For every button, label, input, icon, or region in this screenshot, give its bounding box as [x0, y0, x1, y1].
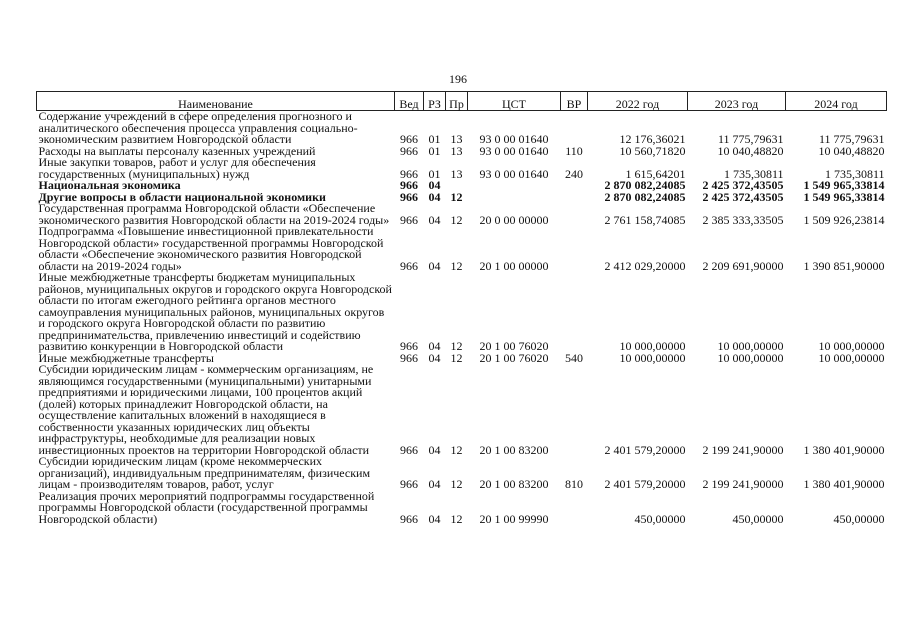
cell-ved: 966 [400, 212, 418, 227]
cell-rz: 04 [428, 442, 441, 457]
cell-ved: 966 [400, 189, 418, 204]
cell-name: Иные межбюджетные трансферты [38, 350, 214, 365]
cell-cst: 20 1 00 76020 [479, 339, 549, 353]
page-number: 196 [449, 72, 467, 86]
header-2023: 2023 год [688, 92, 786, 111]
cell-2024: 1 549 965,33814 [803, 189, 885, 204]
table-row [37, 491, 887, 526]
cell-pr: 12 [450, 339, 463, 353]
cell-2023: 2 199 241,90000 [702, 442, 784, 457]
cell-cst [468, 192, 561, 204]
cell-2024: 1 380 401,90000 [803, 477, 885, 491]
cell-rz: 04 [428, 189, 441, 204]
cell-vr: 240 [565, 166, 583, 181]
header-cst: ЦСТ [468, 92, 561, 111]
cell-cst: 20 1 00 00000 [479, 258, 549, 273]
cell-pr: 12 [450, 212, 463, 227]
cell-2022: 2 401 579,20000 [604, 442, 686, 457]
cell-rz: 04 [428, 178, 441, 192]
cell-cst: 20 1 00 76020 [479, 350, 549, 365]
cell-2023: 2 209 691,90000 [702, 258, 784, 273]
cell-name: Национальная экономика [38, 178, 181, 192]
cell-2023: 2 385 333,33505 [702, 212, 784, 227]
cell-2024: 1 509 926,23814 [803, 212, 885, 227]
cell-name: Государственная программа Новгородской области «Обеспечение экономического развития Новгородской области на 2019-2024 годы» [38, 201, 390, 227]
header-name: Наименование [37, 92, 395, 111]
cell-vr: 110 [565, 143, 583, 158]
cell-2022: 2 412 029,20000 [604, 258, 686, 273]
cell-vr [561, 491, 588, 526]
header-2024: 2024 год [786, 92, 887, 111]
cell-2024: 10 000,00000 [818, 339, 885, 353]
table-row [37, 364, 887, 456]
cell-vr [561, 192, 588, 204]
cell-vr: 540 [565, 350, 583, 365]
cell-rz: 04 [428, 350, 441, 365]
cell-2024: 1 549 965,33814 [803, 178, 885, 192]
cell-pr: 12 [450, 477, 463, 491]
cell-pr: 12 [450, 511, 463, 526]
cell-vr [561, 226, 588, 272]
cell-vr [561, 203, 588, 226]
cell-pr: 13 [450, 143, 463, 158]
cell-rz: 04 [428, 339, 441, 353]
cell-name: Другие вопросы в области национальной экономики [38, 189, 326, 204]
cell-2024: 450,00000 [833, 511, 885, 526]
cell-name: Расходы на выплаты персоналу казенных учреждений [38, 143, 316, 158]
cell-vr [561, 180, 588, 192]
cell-2024: 1 390 851,90000 [803, 258, 885, 273]
cell-ved: 966 [400, 132, 418, 146]
cell-vr [561, 364, 588, 456]
cell-pr: 12 [450, 350, 463, 365]
table-row [37, 226, 887, 272]
cell-2022: 2 870 082,24085 [604, 178, 686, 192]
table-body [37, 111, 887, 526]
cell-pr: 12 [450, 189, 463, 204]
cell-rz: 01 [428, 143, 441, 158]
cell-2023: 1 735,30811 [723, 166, 784, 181]
table-row [37, 111, 887, 146]
cell-cst: 93 0 00 01640 [479, 132, 549, 146]
cell-2023: 10 000,00000 [717, 350, 784, 365]
cell-rz: 04 [428, 258, 441, 273]
cell-name: Субсидии юридическим лицам - коммерческим организациям, не являющимся государственными (муниципальными) унитарными предприятиями и юридическими лицами, 100 процентов акций (долей) которых принадлежит Новгородской области, на осуществление капитальных вложений в находящиеся в собственности указанных юридических лиц объекты инфраструктуры, необходимые для реализации новых инвестиционных проектов на территории Новгородской области [38, 362, 374, 457]
cell-rz: 04 [428, 212, 441, 227]
cell-ved: 966 [400, 166, 418, 181]
cell-ved: 966 [400, 511, 418, 526]
cell-name: Реализация прочих мероприятий подпрограммы государственной программы Новгородской области (государственной программы Новгородской области) [38, 488, 375, 526]
cell-vr: 810 [565, 477, 583, 491]
cell-2022: 10 000,00000 [619, 339, 686, 353]
cell-2024: 11 775,79631 [818, 132, 885, 146]
cell-2023: 450,00000 [732, 511, 784, 526]
cell-2024: 10 040,48820 [818, 143, 885, 158]
cell-2023: 10 000,00000 [717, 339, 784, 353]
cell-rz: 01 [428, 166, 441, 181]
budget-table [36, 91, 887, 525]
cell-ved: 966 [400, 143, 418, 158]
cell-ved: 966 [400, 442, 418, 457]
table-row [37, 157, 887, 180]
cell-2022: 2 401 579,20000 [604, 477, 686, 491]
header-2022: 2022 год [588, 92, 688, 111]
cell-name: Содержание учреждений в сфере определения прогнозного и аналитического обеспечения процесса управления социально-экономическим развитием Новгородской области [38, 109, 358, 146]
cell-2023: 11 775,79631 [717, 132, 784, 146]
cell-2023: 2 425 372,43505 [702, 178, 784, 192]
cell-2022: 10 000,00000 [619, 350, 686, 365]
header-vr: ВР [561, 92, 588, 111]
cell-2024: 10 000,00000 [818, 350, 885, 365]
header-rz: РЗ [424, 92, 446, 111]
cell-cst: 20 0 00 00000 [479, 212, 549, 227]
cell-2024: 1 735,30811 [824, 166, 885, 181]
table-row [37, 272, 887, 353]
cell-ved: 966 [400, 477, 418, 491]
cell-cst: 20 1 00 83200 [479, 477, 549, 491]
table-header-row [37, 92, 887, 111]
table-row [37, 456, 887, 491]
cell-ved: 966 [400, 339, 418, 353]
cell-2023: 2 425 372,43505 [702, 189, 784, 204]
cell-2022: 2 761 158,74085 [604, 212, 686, 227]
header-ved: Вед [395, 92, 424, 111]
cell-2022: 10 560,71820 [619, 143, 686, 158]
cell-2023: 10 040,48820 [717, 143, 784, 158]
cell-cst: 20 1 00 99990 [479, 511, 549, 526]
cell-rz: 01 [428, 132, 441, 146]
header-pr: Пр [446, 92, 468, 111]
cell-ved: 966 [400, 178, 418, 192]
cell-cst: 93 0 00 01640 [479, 166, 549, 181]
cell-rz: 04 [428, 511, 441, 526]
cell-cst [468, 180, 561, 192]
cell-vr [561, 111, 588, 146]
cell-name: Иные закупки товаров, работ и услуг для обеспечения государственных (муниципальных) нужд [38, 155, 316, 181]
cell-cst: 93 0 00 01640 [479, 143, 549, 158]
cell-2022: 450,00000 [634, 511, 686, 526]
cell-cst: 20 1 00 83200 [479, 442, 549, 457]
cell-2022: 2 870 082,24085 [604, 189, 686, 204]
cell-vr [561, 272, 588, 353]
cell-pr: 12 [450, 258, 463, 273]
cell-ved: 966 [400, 350, 418, 365]
cell-name: Подпрограмма «Повышение инвестиционной привлекательности Новгородской области» государственной программы Новгородской области «Обеспечение экономического развития Новгородской области на 2019-2024 годы» [38, 224, 384, 273]
cell-ved: 966 [400, 258, 418, 273]
cell-2022: 1 615,64201 [625, 166, 686, 181]
cell-pr: 13 [450, 132, 463, 146]
cell-name: Субсидии юридическим лицам (кроме некоммерческих организаций), индивидуальным предпринимателям, физическим лицам - производителям товаров, работ, услуг [38, 454, 371, 491]
cell-2023: 2 199 241,90000 [702, 477, 784, 491]
cell-2024: 1 380 401,90000 [803, 442, 885, 457]
cell-name: Иные межбюджетные трансферты бюджетам муниципальных районов, муниципальных округов и городского округа Новгородской области по итогам ежегодного рейтинга органов местного самоуправления муниципальных районов, муниципальных округов и городского округа Новгородской области по развитию предпринимательства, привлечению инвестиций и содействию развитию конкуренции в Новгородской области [38, 270, 392, 353]
table-row [37, 203, 887, 226]
cell-rz: 04 [428, 477, 441, 491]
cell-pr: 13 [450, 166, 463, 181]
cell-2022: 12 176,36021 [619, 132, 686, 146]
cell-pr: 12 [450, 442, 463, 457]
